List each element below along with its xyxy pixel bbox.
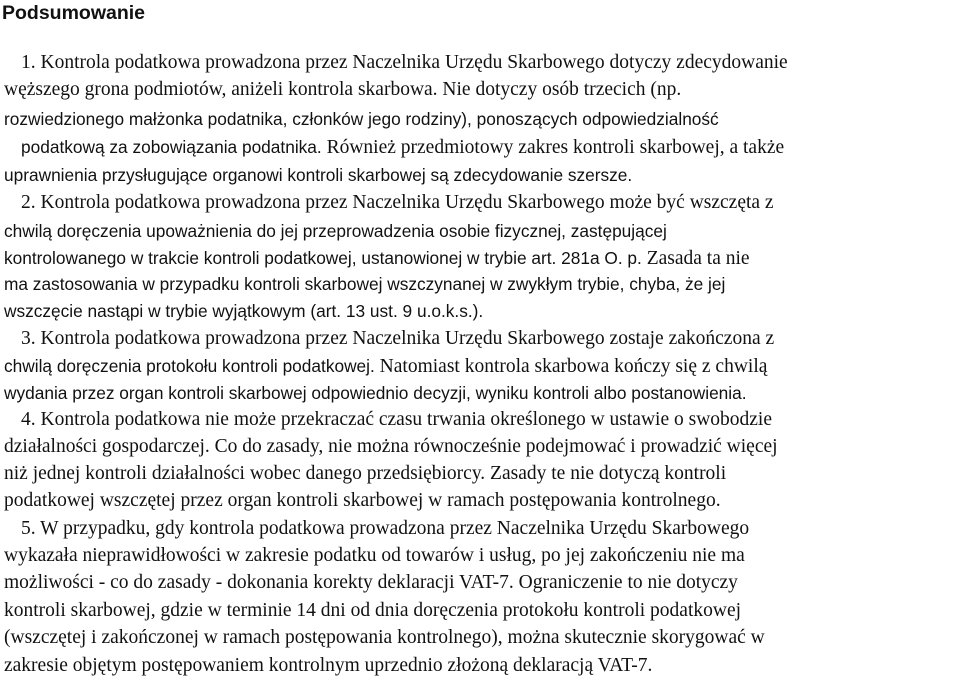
paragraph-line	[4, 461, 726, 487]
line-text: niż jednej kontroli działalności wobec danego przedsiębiorcy. Zasady te nie dotyczą kontroli	[4, 463, 727, 484]
paragraph-line	[4, 353, 767, 379]
line-text: kontroli skarbowej, gdzie w terminie 14 dni od dnia doręczenia protokołu kontroli podatkowej	[4, 600, 742, 621]
line-text: Również przedmiotowy zakres kontroli skarbowej, a także	[321, 137, 785, 158]
paragraph-line	[4, 218, 667, 244]
line-text: węższego grona podmiotów, aniżeli kontrola skarbowa. Nie dotyczy osób trzecich (np.	[4, 79, 682, 100]
paragraph-line	[4, 245, 750, 271]
line-text: możliwości - co do zasady - dokonania korekty deklaracji VAT-7. Ograniczenie to nie dotyczy	[4, 572, 738, 593]
line-text: 2. Kontrola podatkowa prowadzona przez Naczelnika Urzędu Skarbowego może być wszczęta z	[21, 192, 774, 213]
line-text: uprawnienia przysługujące organowi kontroli skarbowej są zdecydowanie szersze.	[4, 165, 633, 185]
paragraph-line	[4, 570, 738, 596]
paragraph-line	[4, 598, 741, 624]
line-text: (wszczętej i zakończonej w ramach postępowania kontrolnego), można skutecznie skorygować w	[4, 627, 765, 648]
paragraph-line	[4, 543, 745, 569]
paragraph-line	[21, 407, 772, 433]
line-text: chwilą doręczenia protokołu kontroli podatkowej.	[4, 356, 375, 376]
line-text: podatkowej wszczętej przez organ kontroli skarbowej w ramach postępowania kontrolnego.	[4, 490, 721, 511]
paragraph-line	[4, 434, 778, 460]
line-text: podatkową za zobowiązania podatnika.	[21, 137, 322, 157]
line-text: ma zastosowania w przypadku kontroli skarbowej wszczynanej w zwykłym trybie, chyba, że jej	[4, 274, 726, 294]
line-text: 5. W przypadku, gdy kontrola podatkowa prowadzona przez Naczelnika Urzędu Skarbowego	[21, 518, 750, 539]
line-text: wykazała nieprawidłowości w zakresie podatku od towarów i usług, po jej zakończeniu nie ma	[4, 545, 745, 566]
line-text: działalności gospodarczej. Co do zasady, nie można równocześnie podejmować i prowadzić więcej	[4, 436, 778, 457]
line-text: Zasada ta nie	[641, 248, 750, 269]
paragraph-line	[4, 106, 719, 132]
line-text: wszczęcie nastąpi w trybie wyjątkowym (art. 13 ust. 9 u.o.k.s.).	[4, 301, 484, 321]
paragraph-line	[21, 134, 784, 160]
line-text: 4. Kontrola podatkowa nie może przekraczać czasu trwania określonego w ustawie o swobodzie	[21, 409, 773, 430]
paragraph-line	[4, 625, 765, 651]
section-heading: Podsumowanie	[2, 2, 146, 24]
line-text: Natomiast kontrola skarbowa kończy się z chwilą	[374, 356, 768, 377]
paragraph-line	[4, 162, 632, 188]
paragraph-line	[4, 380, 747, 406]
paragraph-line	[4, 77, 681, 103]
line-text: kontrolowanego w trakcie kontroli podatkowej, ustanowionej w trybie art. 281a O. p.	[4, 248, 642, 268]
paragraph-line	[21, 190, 774, 216]
line-text: rozwiedzionego małżonka podatnika, członków jego rodziny), ponoszących odpowiedzialność	[4, 109, 719, 129]
paragraph-line	[21, 516, 749, 542]
line-text: wydania przez organ kontroli skarbowej odpowiednio decyzji, wyniku kontroli albo postanowienia.	[4, 383, 747, 403]
paragraph-line	[4, 653, 652, 679]
paragraph-line	[4, 488, 721, 514]
line-text: zakresie objętym postępowaniem kontrolnym uprzednio złożoną deklaracją VAT-7.	[4, 655, 653, 676]
paragraph-line	[4, 298, 483, 324]
line-text: chwilą doręczenia upoważnienia do jej przeprowadzenia osobie fizycznej, zastępującej	[4, 221, 667, 241]
paragraph-line	[21, 326, 774, 352]
line-text: 3. Kontrola podatkowa prowadzona przez Naczelnika Urzędu Skarbowego zostaje zakończona z	[21, 328, 775, 349]
paragraph-line	[21, 50, 788, 76]
line-text: 1. Kontrola podatkowa prowadzona przez Naczelnika Urzędu Skarbowego dotyczy zdecydowanie	[21, 52, 788, 73]
paragraph-line	[4, 271, 725, 297]
